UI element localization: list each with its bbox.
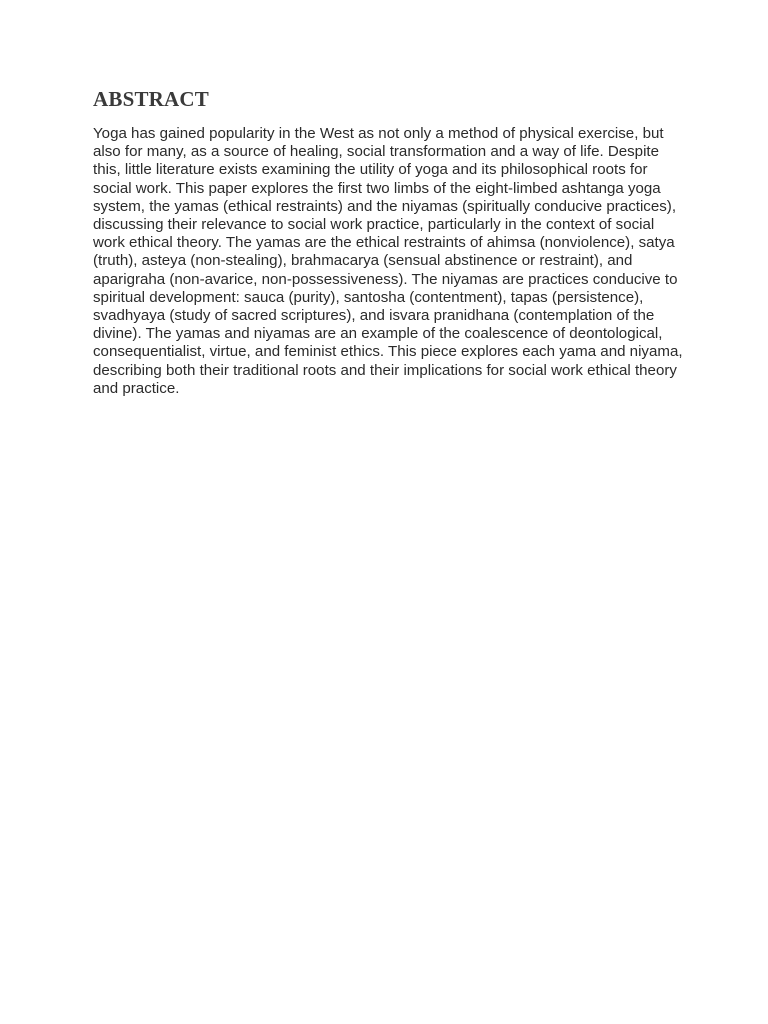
abstract-heading: ABSTRACT: [93, 87, 209, 111]
abstract-paragraph: Yoga has gained popularity in the West as not only a method of physical exercise, but also for many, as a source of healing, social transformation and a way of life. Despite this, little literature exists examining the utility of yoga and its philosophical roots for social work. This paper explores the first two limbs of the eight-limbed ashtanga yoga system, the yamas (ethical restraints) and the niyamas (spiritually conducive practices), discussing their relevance to social work practice, particularly in the context of social work ethical theory. The yamas are the ethical restraints of ahimsa (nonviolence), satya (truth), asteya (non-stealing), brahmacarya (sensual abstinence or restraint), and aparigraha (non-avarice, non-possessiveness). The niyamas are practices conducive to spiritual development: sauca (purity), santosha (contentment), tapas (persistence), svadhyaya (study of sacred scriptures), and isvara pranidhana (contemplation of the divine). The yamas and niyamas are an example of the coalescence of deontological, consequentialist, virtue, and feminist ethics. This piece explores each yama and niyama, describing both their traditional roots and their implications for social work ethical theory and practice.: [93, 125, 683, 397]
